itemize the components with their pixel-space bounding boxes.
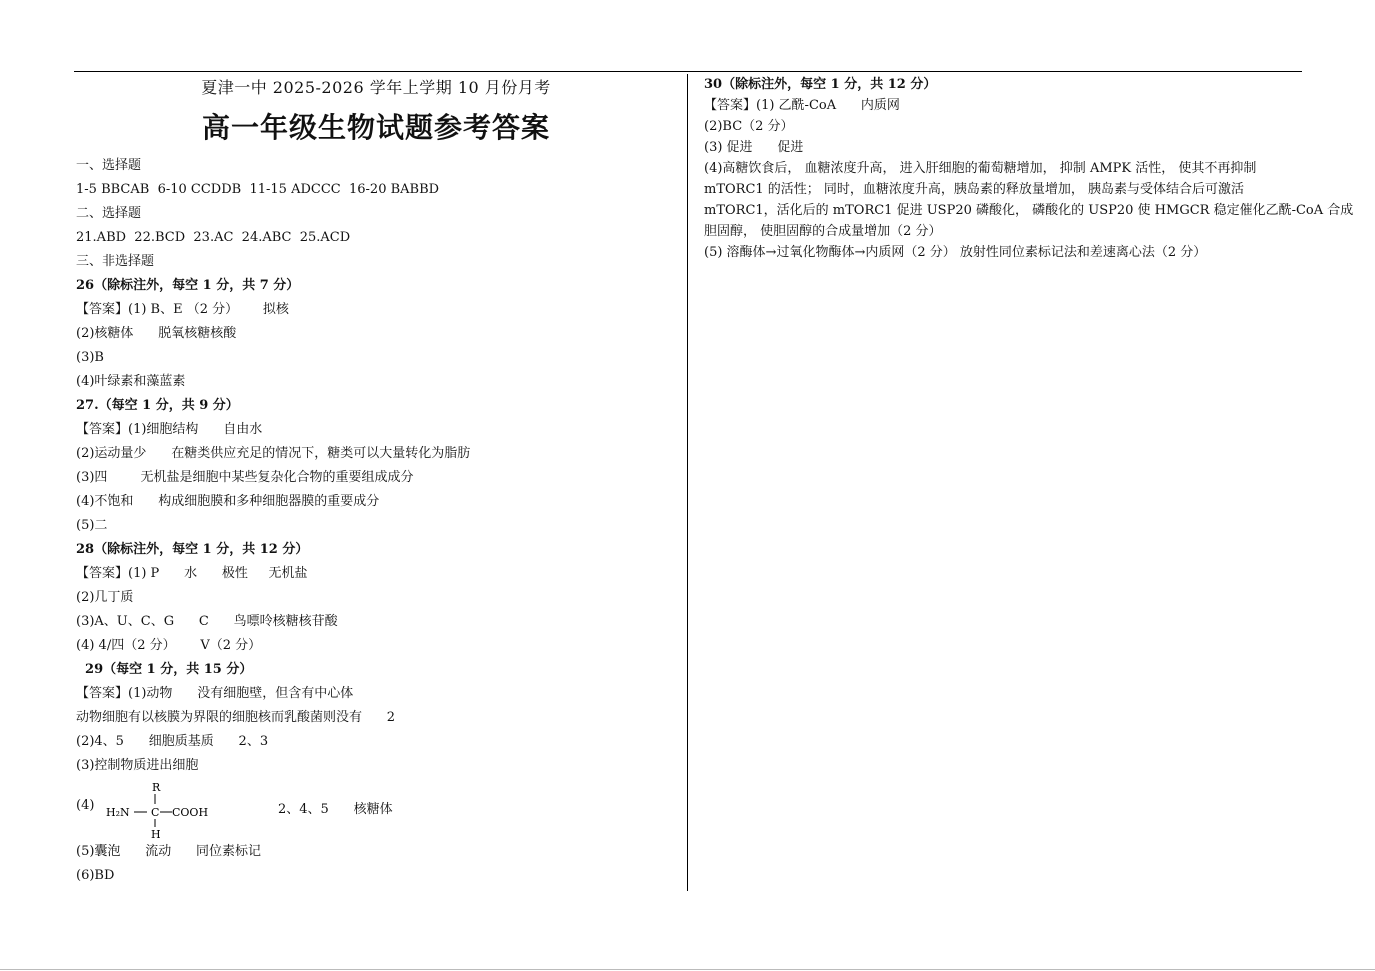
answer-line: 【答案】(1) B、E （2 分） 拟核 [76, 302, 289, 317]
answer-line: 动物细胞有以核膜为界限的细胞核而乳酸菌则没有 2 [76, 710, 396, 725]
answer-line: 27.（每空 1 分，共 9 分） [76, 398, 239, 413]
answer-line: (3)B [76, 350, 104, 365]
answer-line: 【答案】(1)细胞结构 自由水 [76, 422, 263, 437]
answer-line: mTORC1，活化后的 mTORC1 促进 USP20 磷酸化， 磷酸化的 USP20 使 HMGCR 稳定催化乙酰-CoA 合成 [704, 203, 1354, 218]
answer-line: (5) 溶酶体→过氧化物酶体→内质网（2 分） 放射性同位素标记法和差速离心法（2 分） [704, 245, 1207, 260]
answer-line: (3)A、U、C、G C 鸟嘌呤核糖核苷酸 [76, 614, 338, 629]
answer-key-title: 高一年级生物试题参考答案 [201, 111, 550, 144]
item-answers: 2、4、5 核糖体 [278, 802, 393, 817]
answer-line: 21.ABD 22.BCD 23.AC 24.ABC 25.ACD [76, 230, 351, 245]
answer-line: 【答案】(1) 乙酰-CoA 内质网 [704, 98, 900, 113]
answer-line: (2)BC（2 分） [704, 119, 794, 134]
answer-line: (3)四 无机盐是细胞中某些复杂化合物的重要组成成分 [76, 470, 414, 485]
answer-line: (2)运动量少 在糖类供应充足的情况下，糖类可以大量转化为脂肪 [76, 446, 471, 461]
left-answer-lines [76, 154, 676, 778]
answer-line: (2)4、5 细胞质基质 2、3 [76, 734, 269, 749]
answer-line: (6)BD [76, 868, 115, 883]
answer-line: 二、选择题 [76, 206, 142, 221]
column-divider [687, 74, 688, 891]
answer-line: (5)囊泡 流动 同位素标记 [76, 844, 262, 859]
formula-r: R [152, 781, 161, 794]
right-answer-lines [704, 74, 1354, 263]
answer-line: 【答案】(1)动物 没有细胞壁，但含有中心体 [76, 686, 354, 701]
top-rule [74, 71, 1302, 72]
page-bottom-edge [0, 969, 1375, 970]
answer-line: (2)几丁质 [76, 590, 134, 605]
answer-line: (4)不饱和 构成细胞膜和多种细胞器膜的重要成分 [76, 494, 380, 509]
left-answer-lines-after [76, 840, 676, 888]
formula-carbon: C [151, 806, 160, 819]
answer-line: 26（除标注外，每空 1 分，共 7 分） [76, 278, 300, 293]
answer-line: (5)二 [76, 518, 108, 533]
right-column [704, 74, 1354, 263]
left-column [76, 74, 676, 888]
answer-line: 1-5 BBCAB 6-10 CCDDB 11-15 ADCCC 16-20 BABBD [76, 182, 440, 197]
formula-h: H [151, 828, 161, 840]
answer-line: (4)高糖饮食后， 血糖浓度升高， 进入肝细胞的葡萄糖增加， 抑制 AMPK 活性， 使其不再抑制 [704, 161, 1257, 176]
answer-line: 一、选择题 [76, 158, 142, 173]
answer-line: 【答案】(1) P 水 极性 无机盐 [76, 566, 308, 581]
answer-line: (2)核糖体 脱氧核糖核酸 [76, 326, 237, 341]
answer-line: mTORC1 的活性； 同时，血糖浓度升高，胰岛素的释放量增加， 胰岛素与受体结合后可激活 [704, 182, 1245, 197]
answer-line: (3) 促进 促进 [704, 140, 804, 155]
answer-line: 29（每空 1 分，共 15 分） [76, 662, 253, 677]
answer-line: 30（除标注外，每空 1 分，共 12 分） [704, 77, 937, 92]
answer-line: (4) 4/四（2 分） V（2 分） [76, 638, 262, 653]
exam-title: 夏津一中 2025-2026 学年上学期 10 月份月考 [201, 78, 551, 97]
formula-amino: H₂N [106, 806, 130, 819]
amino-acid-row [76, 778, 676, 840]
answer-line: 28（除标注外，每空 1 分，共 12 分） [76, 542, 309, 557]
answer-line: 胆固醇， 使胆固醇的合成量增加（2 分） [704, 224, 942, 239]
amino-acid-structure [102, 778, 262, 840]
answer-line: 三、非选择题 [76, 254, 155, 269]
answer-line: (3)控制物质进出细胞 [76, 758, 199, 773]
answer-line: (4)叶绿素和藻蓝素 [76, 374, 186, 389]
item-label: (4) [76, 798, 95, 813]
formula-carboxyl: COOH [172, 806, 209, 819]
